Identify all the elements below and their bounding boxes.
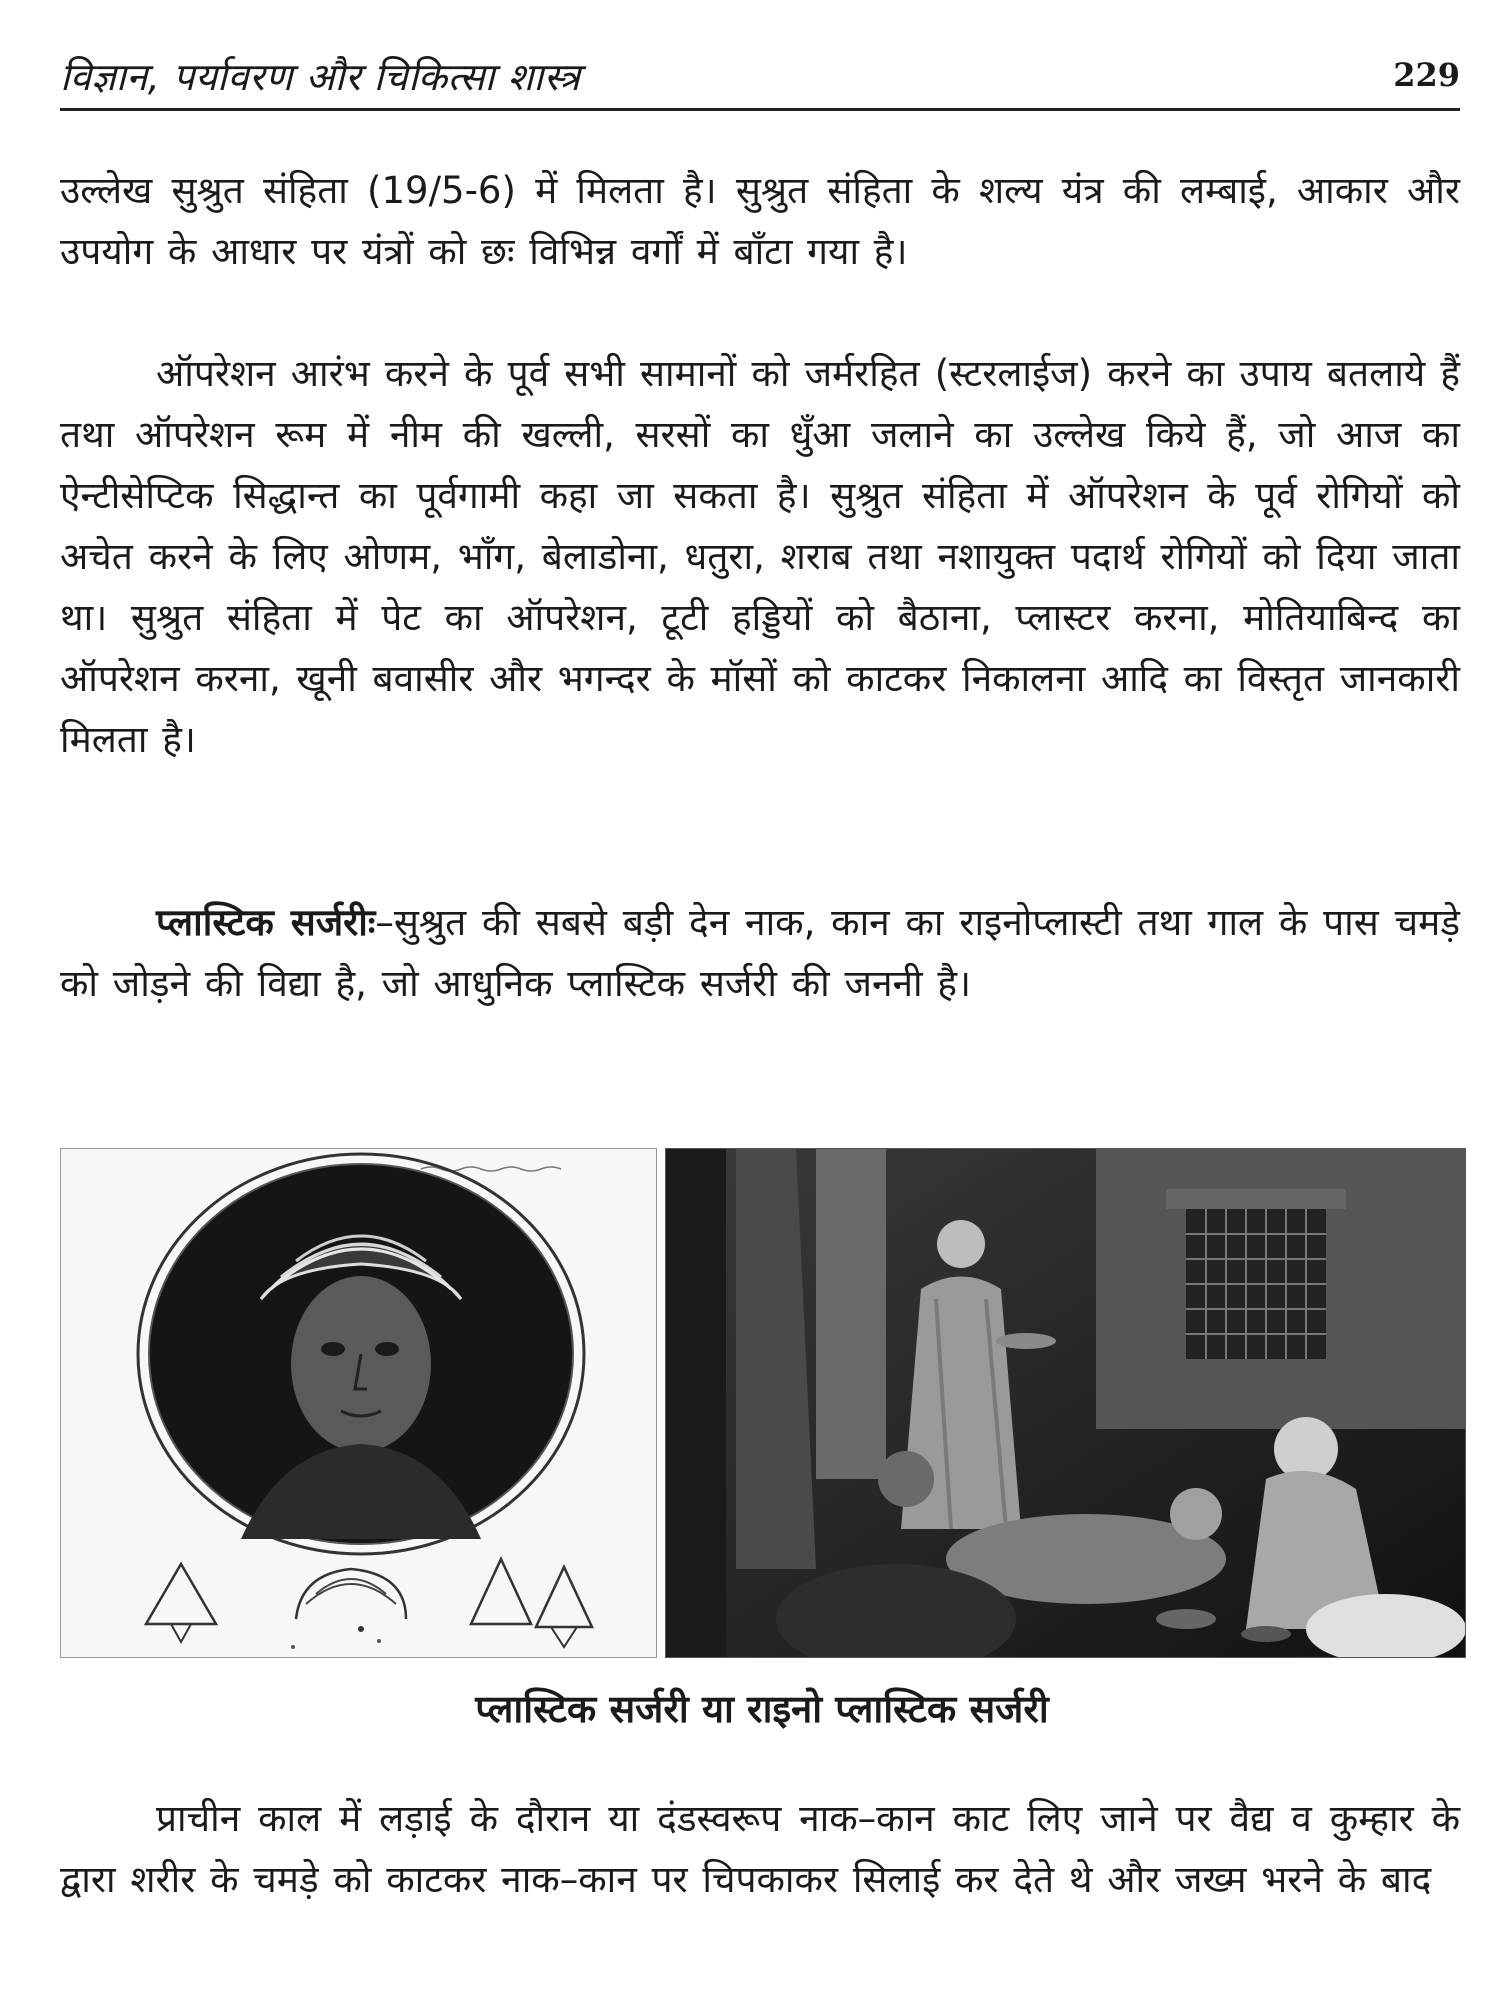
figure-caption: प्लास्टिक सर्जरी या राइनो प्लास्टिक सर्जरी [475, 1687, 1049, 1731]
page-number: 229 [1393, 56, 1460, 94]
paragraph-3 [60, 892, 1460, 1014]
surgery-scene-photo [665, 1148, 1466, 1658]
paragraph-4: प्राचीन काल में लड़ाई के दौरान या दंडस्वरूप नाक–कान काट लिए जाने पर वैद्य व कुम्हार के द्वारा शरीर के चमड़े को काटकर नाक–कान पर चिपकाकर सिलाई कर देते थे और जख्म भरने के बाद [60, 1797, 1460, 1901]
running-header [60, 48, 1460, 111]
running-title: विज्ञान, पर्यावरण और चिकित्सा शास्त्र [60, 55, 581, 99]
paragraph-1: उल्लेख सुश्रुत संहिता (19/5-6) में मिलता है। सुश्रुत संहिता के शल्य यंत्र की लम्बाई, आकार और उपयोग के आधार पर यंत्रों को छः विभिन्न वर्गों में बाँटा गया है। [60, 169, 1460, 273]
paragraph-3-text: –सुश्रुत की सबसे बड़ी देन नाक, कान का राइनोप्लास्टी तथा गाल के पास चमड़े को जोड़ने की विद्या है, जो आधुनिक प्लास्टिक सर्जरी की जननी है। [60, 901, 1460, 1005]
figure [60, 1148, 1464, 1656]
portrait-drawing-image [60, 1148, 657, 1658]
surgery-scene-illustration [666, 1149, 1465, 1657]
paragraph-2: ऑपरेशन आरंभ करने के पूर्व सभी सामानों को जर्मरहित (स्टरलाईज) करने का उपाय बतलाये हैं तथा ऑपरेशन रूम में नीम की खल्ली, सरसों का धुँआ जलाने का उल्लेख किये हैं, जो आज का ऐन्टीसेप्टिक सिद्धान्त का पूर्वगामी कहा जा सकता है। सुश्रुत संहिता में ऑपरेशन के पूर्व रोगियों को अचेत करने के लिए ओणम, भाँग, बेलाडोना, धतुरा, शराब तथा नशायुक्त पदार्थ रोगियों को दिया जाता था। सुश्रुत संहिता में पेट का ऑपरेशन, टूटी हड्डियों को बैठाना, प्लास्टर करना, मोतियाबिन्द का ऑपरेशन करना, खूनी बवासीर और भगन्दर के मॉसों को काटकर निकालना आदि का विस्तृत जानकारी मिलता है। [60, 352, 1460, 761]
portrait-drawing-illustration [61, 1149, 656, 1657]
section-heading-plastic-surgery: प्लास्टिक सर्जरीः [156, 901, 376, 944]
